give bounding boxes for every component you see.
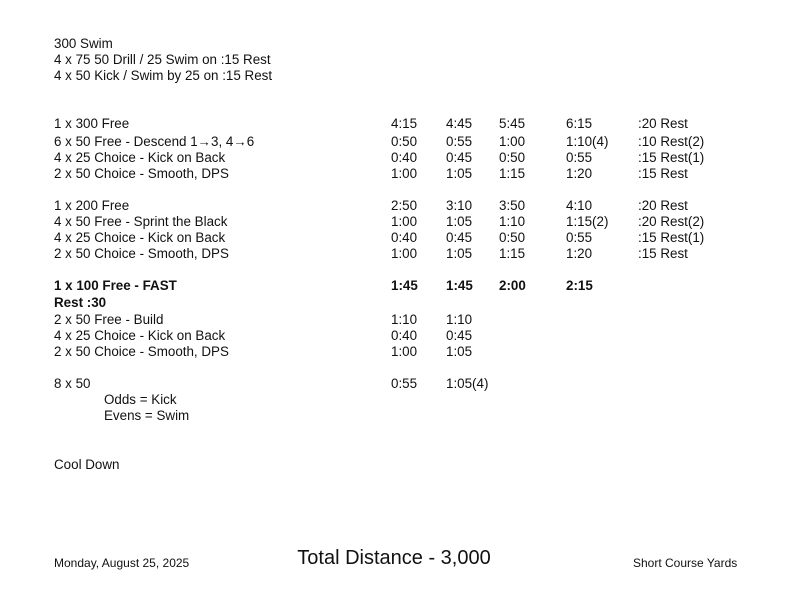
- set-description: 2 x 50 Choice - Smooth, DPS: [54, 246, 229, 261]
- interval-3: 5:45: [499, 116, 526, 131]
- interval-3: 2:00: [499, 278, 526, 293]
- interval-3: 1:00: [499, 134, 526, 149]
- set-description: 1 x 200 Free: [54, 198, 130, 213]
- set-description: 4 x 50 Free - Sprint the Black: [54, 214, 228, 229]
- interval-2: 1:45: [446, 278, 473, 293]
- odds-note: Odds = Kick: [104, 392, 177, 407]
- set1-row: [0, 134, 792, 150]
- rest: :15 Rest(1): [638, 230, 705, 245]
- total-distance-text: Total Distance - 3,000: [297, 547, 491, 569]
- set-description: 4 x 25 Choice - Kick on Back: [54, 230, 226, 245]
- set-description: 4 x 25 Choice - Kick on Back: [54, 328, 226, 343]
- set-description: 4 x 25 Choice - Kick on Back: [54, 150, 226, 165]
- set2-row: [0, 246, 792, 262]
- set-description: 1 x 100 Free - FAST: [54, 278, 177, 293]
- interval-2: 1:05: [446, 214, 473, 229]
- interval-2: 0:45: [446, 230, 473, 245]
- interval-1: 2:50: [391, 198, 418, 213]
- rest: :15 Rest: [638, 166, 688, 181]
- cool-down: Cool Down: [54, 457, 120, 472]
- interval-3: 1:15: [499, 246, 526, 261]
- set3-row: [0, 328, 792, 344]
- rest: :20 Rest: [638, 116, 688, 131]
- interval-4: 0:55: [566, 230, 593, 245]
- set3-row: [0, 312, 792, 328]
- set-description: 1 x 300 Free: [54, 116, 130, 131]
- interval-3: 0:50: [499, 150, 526, 165]
- interval-1: 0:50: [391, 134, 418, 149]
- interval-1: 0:40: [391, 230, 418, 245]
- interval-4: 1:10(4): [566, 134, 609, 149]
- course-type: Short Course Yards: [633, 556, 738, 570]
- set3-row: [0, 344, 792, 360]
- warmup-line-3: 4 x 50 Kick / Swim by 25 on :15 Rest: [54, 68, 273, 83]
- interval-3: 1:10: [499, 214, 526, 229]
- interval-3: 1:15: [499, 166, 526, 181]
- interval-1: 1:00: [391, 344, 418, 359]
- interval-2: 1:05(4): [446, 376, 489, 391]
- interval-1: 1:45: [391, 278, 418, 293]
- interval-1: 1:10: [391, 312, 418, 327]
- interval-3: 3:50: [499, 198, 526, 213]
- interval-2: 0:45: [446, 328, 473, 343]
- set2-row: [0, 214, 792, 230]
- rest: :20 Rest: [638, 198, 688, 213]
- rest: :20 Rest(2): [638, 214, 705, 229]
- set1-row: [0, 166, 792, 182]
- warmup-line-2: 4 x 75 50 Drill / 25 Swim on :15 Rest: [54, 52, 271, 67]
- interval-1: 0:40: [391, 328, 418, 343]
- interval-3: 0:50: [499, 230, 526, 245]
- interval-4: 0:55: [566, 150, 593, 165]
- set1-row: [0, 150, 792, 166]
- interval-1: 1:00: [391, 166, 418, 181]
- interval-4: 2:15: [566, 278, 593, 293]
- interval-2: 0:55: [446, 134, 473, 149]
- set-description: 8 x 50: [54, 376, 91, 391]
- interval-2: 1:05: [446, 166, 473, 181]
- interval-2: 3:10: [446, 198, 473, 213]
- set-description: 6 x 50 Free - Descend 1→3, 4→6: [54, 134, 255, 149]
- rest: :10 Rest(2): [638, 134, 705, 149]
- interval-1: 0:55: [391, 376, 418, 391]
- interval-2: 1:05: [446, 246, 473, 261]
- interval-1: 4:15: [391, 116, 418, 131]
- interval-1: 1:00: [391, 246, 418, 261]
- interval-2: 1:10: [446, 312, 473, 327]
- interval-1: 1:00: [391, 214, 418, 229]
- interval-4: 6:15: [566, 116, 593, 131]
- interval-2: 0:45: [446, 150, 473, 165]
- interval-4: 4:10: [566, 198, 593, 213]
- interval-1: 0:40: [391, 150, 418, 165]
- set-description: 2 x 50 Choice - Smooth, DPS: [54, 166, 229, 181]
- warmup-line-1: 300 Swim: [54, 36, 113, 51]
- fast-set-row: [0, 278, 792, 294]
- set1-row: [0, 116, 792, 132]
- rest: :15 Rest: [638, 246, 688, 261]
- evens-note: Evens = Swim: [104, 408, 190, 423]
- interval-2: 4:45: [446, 116, 473, 131]
- set2-row: [0, 198, 792, 214]
- interval-2: 1:05: [446, 344, 473, 359]
- set2-row: [0, 230, 792, 246]
- set4-row: [0, 376, 792, 392]
- interval-4: 1:20: [566, 166, 593, 181]
- footer-date: Monday, August 25, 2025: [54, 556, 190, 570]
- rest: :15 Rest(1): [638, 150, 705, 165]
- set-description: 2 x 50 Choice - Smooth, DPS: [54, 344, 229, 359]
- rest-label: Rest :30: [54, 295, 107, 310]
- interval-4: 1:20: [566, 246, 593, 261]
- set-description: 2 x 50 Free - Build: [54, 312, 164, 327]
- interval-4: 1:15(2): [566, 214, 609, 229]
